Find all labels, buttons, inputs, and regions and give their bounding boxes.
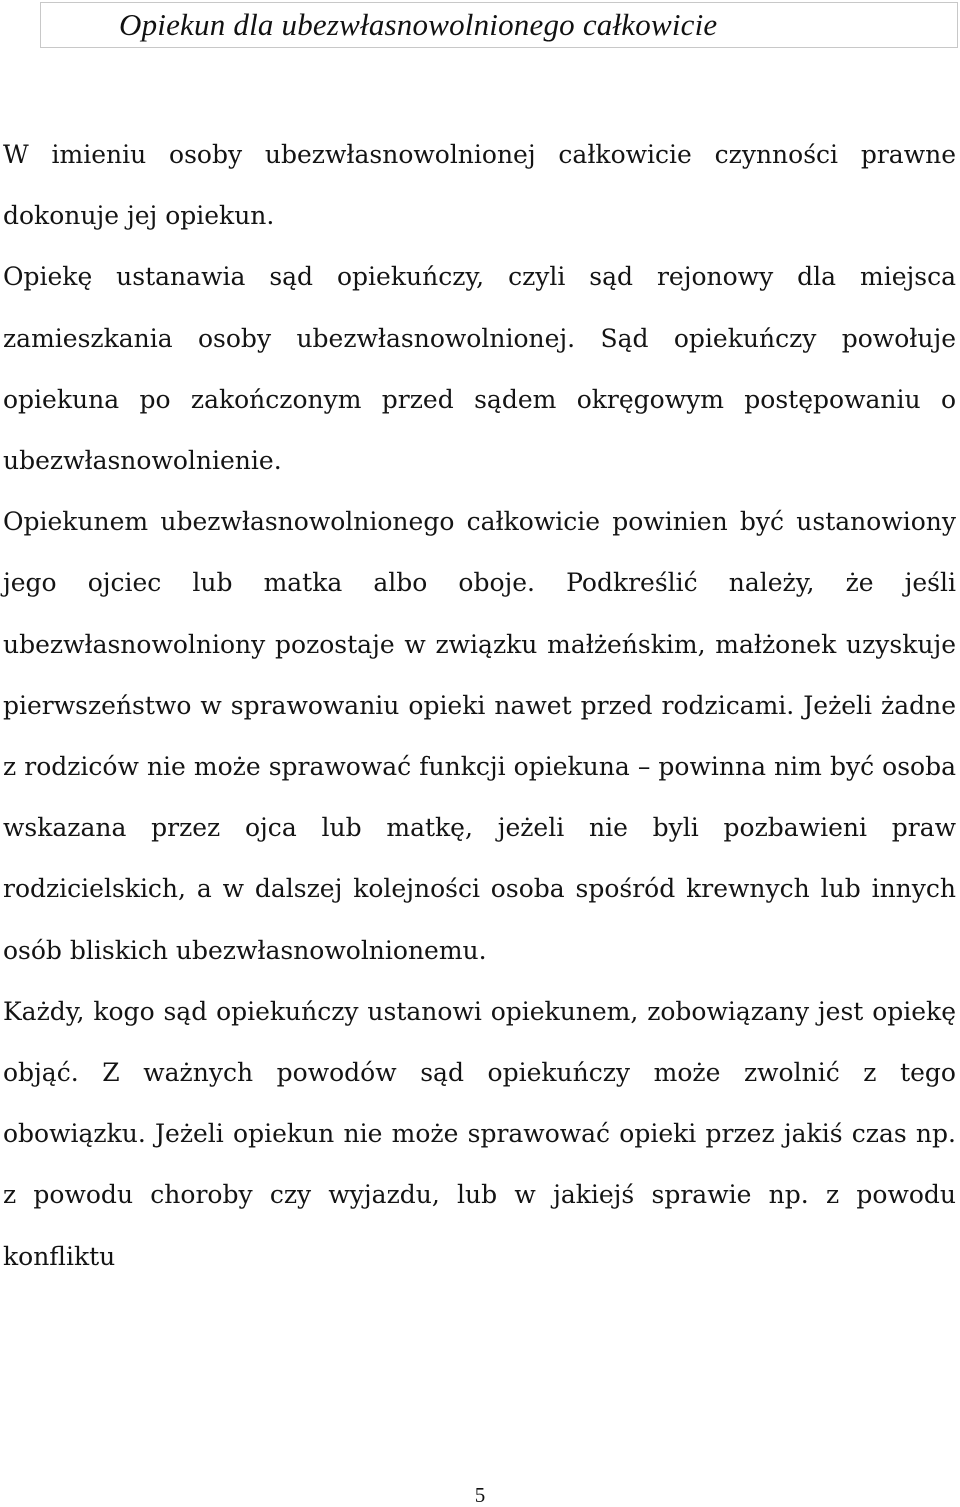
paragraph-3: Opiekunem ubezwłasnowolnionego całkowicie powinien być ustanowiony jego ojciec lub matka albo oboje. Podkreślić należy, że jeśli ubezwłasnowolniony pozostaje w związku małżeńskim, małżonek uzyskuje pierwszeństwo w sprawowaniu opieki nawet przed rodzicami. Jeżeli żadne z rodziców nie może sprawować funkcji opiekuna – powinna nim być osoba wskazana przez ojca lub matkę, jeżeli nie byli pozbawieni praw rodzicielskich, a w dalszej kolejności osoba spośród krewnych lub innych osób bliskich ubezwłasnowolnionemu. xyxy=(3,507,956,965)
paragraph-4: Każdy, kogo sąd opiekuńczy ustanowi opiekunem, zobowiązany jest opiekę objąć. Z ważnych powodów sąd opiekuńczy może zwolnić z tego obowiązku. Jeżeli opiekun nie może sprawować opieki przez jakiś czas np. z powodu choroby czy wyjazdu, lub w jakiejś sprawie np. z powodu konfliktu xyxy=(3,996,956,1271)
paragraph-2: Opiekę ustanawia sąd opiekuńczy, czyli sąd rejonowy dla miejsca zamieszkania osoby ubezwłasnowolnionej. Sąd opiekuńczy powołuje opiekuna po zakończonym przed sądem okręgowym postępowaniu o ubezwłasnowolnienie. xyxy=(3,262,956,476)
page-number: 5 xyxy=(474,1483,486,1507)
paragraph-1: W imieniu osoby ubezwłasnowolnionej całkowicie czynności prawne dokonuje jej opiekun. xyxy=(3,140,956,231)
document-body xyxy=(3,124,956,1287)
document-title: Opiekun dla ubezwłasnowolnionego całkowicie xyxy=(119,7,718,42)
title-box xyxy=(40,2,958,48)
